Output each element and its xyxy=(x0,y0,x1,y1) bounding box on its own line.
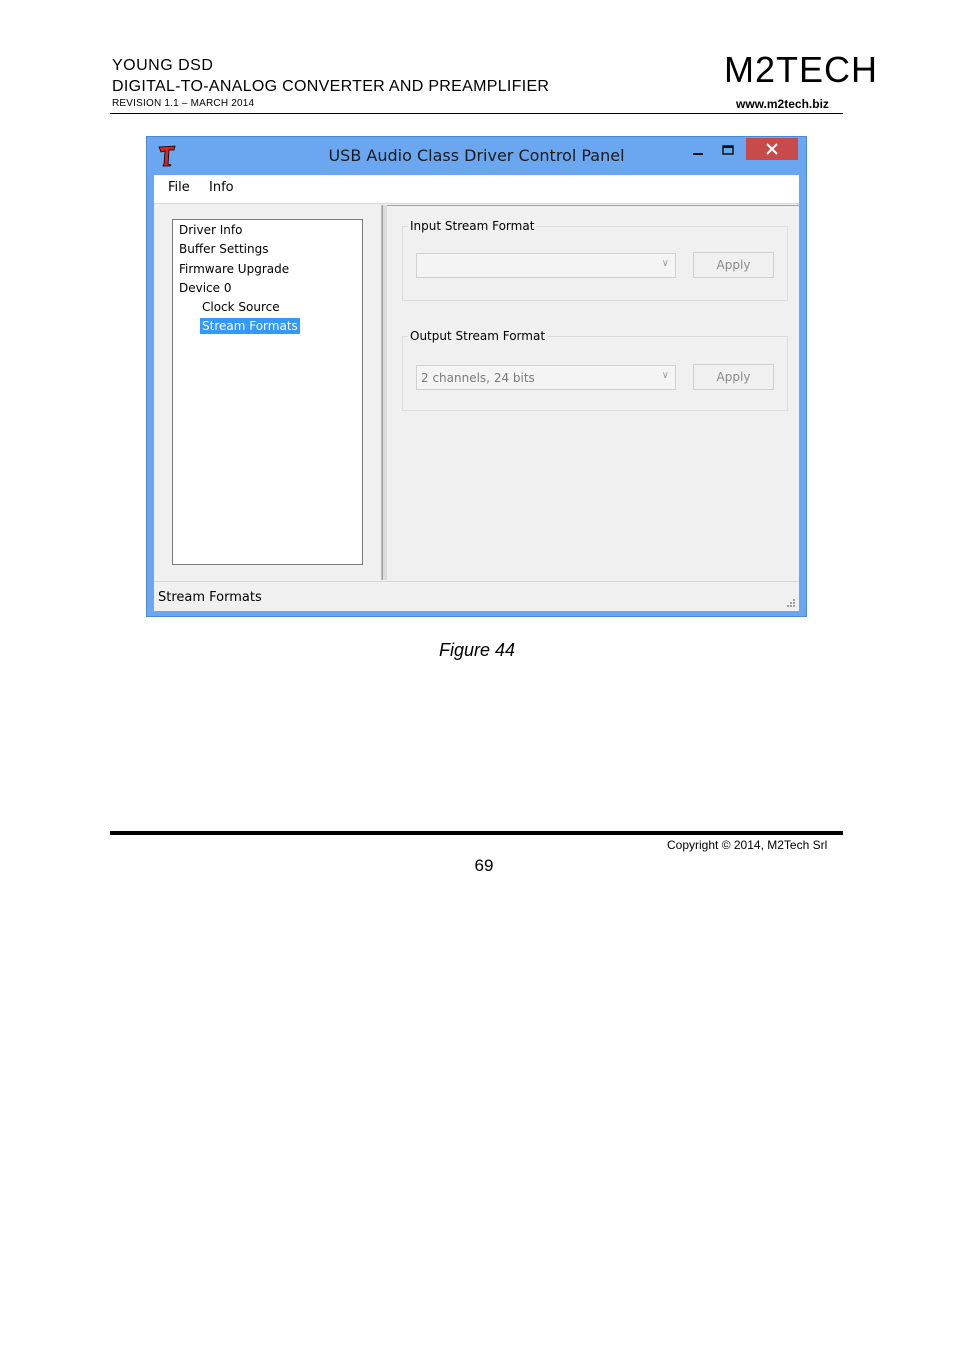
close-icon xyxy=(746,138,798,160)
website-url: www.m2tech.biz xyxy=(736,97,829,111)
output-stream-value: 2 channels, 24 bits xyxy=(421,371,535,385)
tree-item-clock-source[interactable]: Clock Source xyxy=(202,300,280,314)
input-stream-label: Input Stream Format xyxy=(410,219,535,233)
tree-item-driver-info[interactable]: Driver Info xyxy=(179,223,243,237)
tree-item-device-0[interactable]: Device 0 xyxy=(179,281,232,295)
menu-info[interactable]: Info xyxy=(209,180,234,195)
status-text: Stream Formats xyxy=(158,590,262,605)
copyright-text: Copyright © 2014, M2Tech Srl xyxy=(667,838,828,852)
chevron-down-icon: ∨ xyxy=(661,370,669,381)
input-apply-button[interactable]: Apply xyxy=(693,252,774,278)
tree-item-firmware-upgrade[interactable]: Firmware Upgrade xyxy=(179,262,290,276)
right-pane xyxy=(387,205,799,581)
window-title: USB Audio Class Driver Control Panel xyxy=(328,146,625,165)
resize-grip-icon[interactable] xyxy=(785,597,795,607)
output-apply-button[interactable]: Apply xyxy=(693,364,774,390)
menu-bar xyxy=(154,175,799,204)
maximize-icon xyxy=(715,141,741,163)
output-stream-select[interactable] xyxy=(416,365,676,390)
page-number: 69 xyxy=(474,856,494,875)
control-panel-window xyxy=(146,136,807,617)
brand-logo: M2TECH xyxy=(724,49,879,90)
navigation-tree[interactable] xyxy=(172,219,363,565)
doc-revision: REVISION 1.1 – MARCH 2014 xyxy=(112,98,255,109)
title-bar[interactable] xyxy=(147,137,806,175)
figure-caption: Figure 44 xyxy=(438,640,516,660)
minimize-icon xyxy=(685,141,711,163)
window-client-area xyxy=(154,175,799,610)
maximize-button[interactable] xyxy=(715,141,741,163)
chevron-down-icon: ∨ xyxy=(661,258,669,269)
menu-file[interactable]: File xyxy=(168,180,190,195)
status-bar xyxy=(154,581,799,611)
tree-item-stream-formats[interactable]: Stream Formats xyxy=(202,319,298,333)
close-button[interactable] xyxy=(746,138,798,160)
header-rule xyxy=(110,113,843,114)
doc-title: YOUNG DSD xyxy=(112,57,214,74)
output-stream-label: Output Stream Format xyxy=(410,329,546,343)
input-stream-select[interactable] xyxy=(416,253,676,278)
doc-subtitle: DIGITAL-TO-ANALOG CONVERTER AND PREAMPLIFIER xyxy=(112,78,550,95)
minimize-button[interactable] xyxy=(685,141,711,163)
left-pane xyxy=(156,205,382,580)
footer-rule xyxy=(110,831,843,835)
tree-item-buffer-settings[interactable]: Buffer Settings xyxy=(179,242,269,256)
